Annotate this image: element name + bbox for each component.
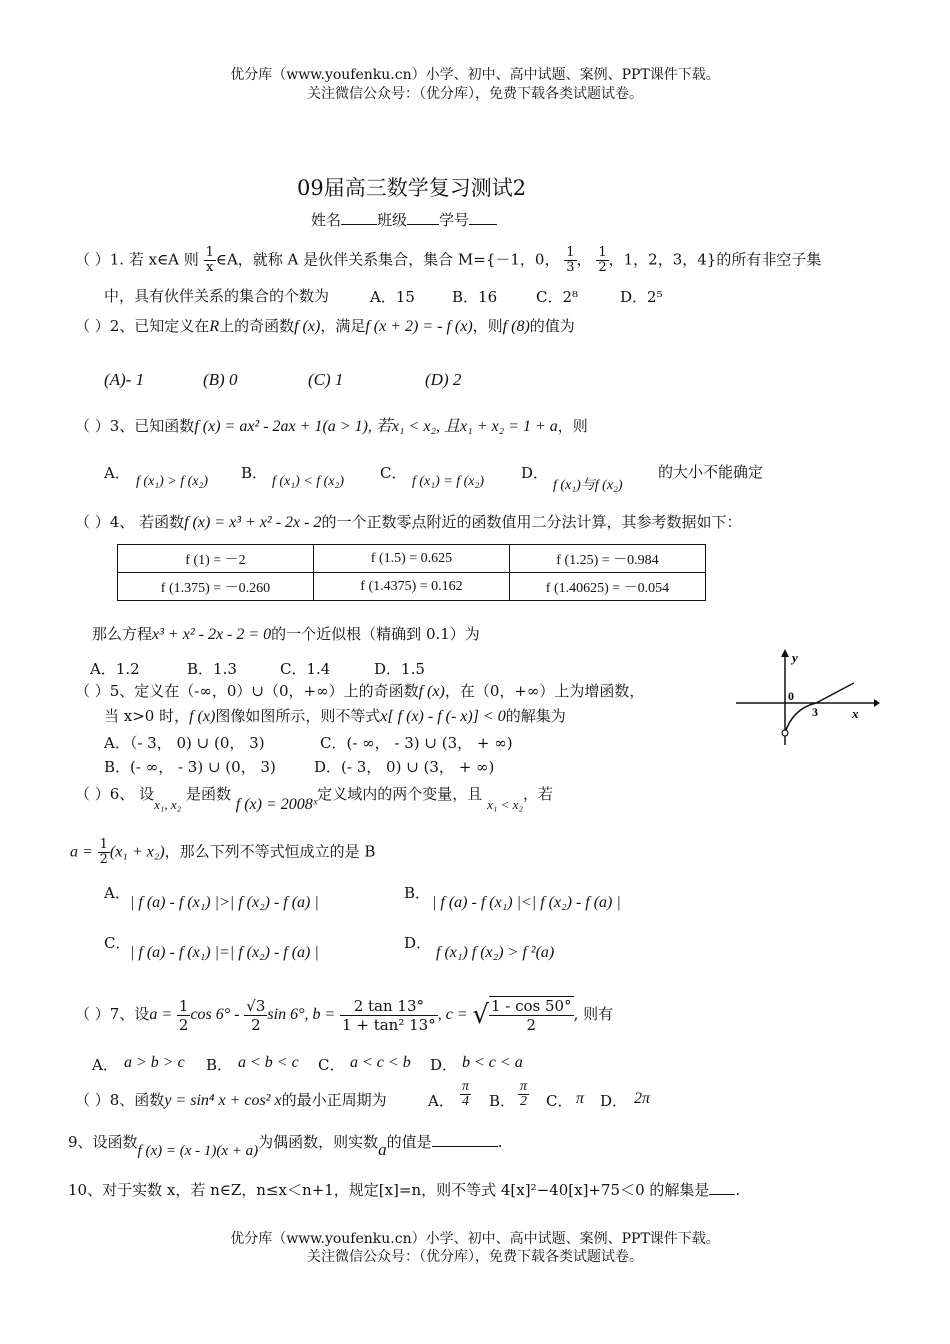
q2-option-b[interactable]: (B) 0: [203, 370, 238, 389]
table-cell: f (1.25) = －0.984: [510, 545, 706, 573]
q2-option-d[interactable]: (D) 2: [425, 370, 462, 389]
q1-frac-1-3: $\frac{1}{3}$: [566, 245, 575, 275]
table-row: [118, 573, 706, 601]
q5-line-2: 当 x>0 时，f (x)图像如图所示，则不等式x[ f (x) - f (- x)] < 0的解集为: [104, 707, 566, 725]
number-label: 学号: [439, 211, 470, 229]
q4-data-table: [117, 544, 706, 601]
header-line-1: 优分库（www.youfenku.cn）小学、初中、高中试题、案例、PPT课件下载。: [230, 67, 720, 83]
q5-function-graph: [730, 645, 880, 750]
class-blank[interactable]: [407, 210, 439, 225]
q3-label-b: B．: [241, 464, 268, 482]
q3-option-c[interactable]: f (x₁) = f (x₂): [412, 474, 485, 489]
q7-option-a[interactable]: a > b > c: [124, 1054, 185, 1071]
q8-label-c: C．: [546, 1092, 573, 1110]
footer-line-1: 优分库（www.youfenku.cn）小学、初中、高中试题、案例、PPT课件下载。: [230, 1231, 720, 1247]
number-blank[interactable]: [469, 210, 497, 225]
q4-option-c[interactable]: C．1.4: [280, 660, 331, 678]
name-label: 姓名: [311, 211, 342, 229]
q8-label-a: A．: [428, 1092, 454, 1110]
q2-option-c[interactable]: (C) 1: [308, 370, 344, 389]
question-3: （ ）3、已知函数f (x) = ax² - 2ax + 1(a > 1), 若x₁ < x₂, 且x₁ + x₂ = 1 + a，则: [75, 417, 588, 435]
q6-frac-half: $\frac{1}{2}$: [99, 837, 108, 867]
origin-label: 0: [788, 689, 794, 703]
open-endpoint-icon: [782, 730, 788, 736]
question-10: 10、对于实数 x，若 n∈Z，n≤x＜n+1，规定[x]=n，则不等式 4[x]²−40[x]+75＜0 的解集是 .: [68, 1181, 741, 1199]
q7-frac-c: $\frac{1 - \cos 50^\circ}{2}$: [490, 997, 572, 1034]
q7-frac-half: $\frac{1}{2}$: [178, 996, 189, 1034]
q6-option-b[interactable]: | f (a) - f (x₁) |<| f (x₂) - f (a) |: [432, 894, 621, 911]
q4-option-a[interactable]: A．1.2: [90, 660, 140, 678]
q7-label-d: D．: [430, 1056, 458, 1074]
table-cell: f (1.5) = 0.625: [314, 545, 510, 573]
q10-answer-blank[interactable]: [709, 1180, 735, 1195]
question-4: （ ）4、 若函数f (x) = x³ + x² - 2x - 2的一个正数零点附近的函数值用二分法计算，其参考数据如下：: [75, 513, 742, 531]
question-8: （ ）8、函数y = sin⁴ x + cos² x的最小正周期为: [75, 1091, 387, 1109]
table-row: [118, 545, 706, 573]
page-title: 09届高三数学复习测试2: [297, 176, 527, 200]
q8-option-a[interactable]: $\frac{\pi}{4}$: [462, 1079, 470, 1109]
sqrt-icon: √: [472, 1000, 489, 1030]
table-cell: f (1.375) = －0.260: [118, 573, 314, 601]
q7-label-c: C．: [318, 1056, 345, 1074]
table-cell: f (1.4375) = 0.162: [314, 573, 510, 601]
q1-option-a[interactable]: A．15: [370, 288, 415, 306]
q1-text-a: （ ）1. 若 x∈A 则: [75, 250, 199, 269]
q3-label-a: A．: [104, 464, 130, 482]
q7-option-b[interactable]: a < b < c: [238, 1054, 299, 1071]
q4-line-2: 那么方程x³ + x² - 2x - 2 = 0的一个近似根（精确到 0.1）为: [92, 625, 480, 643]
question-7: （ ）7、设a = $\frac{1}{2}$ cos 6° - $\frac{√3}{2}$ sin 6°, b = $\frac{2 \tan 13^\circ}{\text{1 + tan² 13°}}$ , c = √ $\frac{1 - \cos 50^\circ}{2}$ , 则有: [75, 996, 614, 1034]
q6-label-c: C．: [104, 934, 131, 952]
q8-option-d[interactable]: 2π: [634, 1090, 651, 1107]
q8-option-b[interactable]: $\frac{\pi}{2}$: [520, 1079, 528, 1109]
table-cell: f (1) = －2: [118, 545, 314, 573]
q6-label-a: A．: [104, 884, 130, 902]
q1-line-2: 中，具有伙伴关系的集合的个数为: [104, 287, 330, 305]
q3-label-c: C．: [380, 464, 407, 482]
q7-frac-b: $\frac{2 \tan 13^\circ}{\text{1 + tan² 13°}}$: [342, 996, 436, 1034]
student-info: [311, 210, 497, 230]
q7-label-a: A．: [92, 1056, 118, 1074]
q5-option-b[interactable]: B．(- ∞， - 3) ∪ (0， 3): [104, 758, 276, 776]
q5-option-a[interactable]: A．（- 3， 0) ∪ (0， 3): [104, 734, 265, 752]
q8-label-d: D．: [600, 1092, 628, 1110]
q2-option-a[interactable]: (A)- 1: [104, 370, 145, 389]
x-axis-arrow-icon: [874, 699, 880, 707]
q7-frac-sqrt3: $\frac{√3}{2}$: [246, 996, 266, 1034]
q6-line-2: a = $\frac{1}{2}$ (x₁ + x₂)，那么下列不等式恒成立的是 B: [70, 837, 376, 867]
q1-text-b: ∈A，就称 A 是伙伴关系集合，集合 M={－1，0，: [215, 250, 560, 269]
q9-answer-blank[interactable]: [432, 1132, 498, 1147]
root-label: 3: [812, 705, 818, 719]
q5-option-d[interactable]: D．(- 3， 0) ∪ (3， + ∞): [314, 758, 495, 776]
q7-option-d[interactable]: b < c < a: [462, 1054, 523, 1071]
header-line-2: 关注微信公众号：（优分库），免费下载各类试题试卷。: [307, 86, 643, 102]
q1-frac-1-2: $\frac{1}{2}$: [598, 245, 607, 275]
question-5: （ ）5、定义在（-∞，0）∪（0，+∞）上的奇函数f (x)，在（0，+∞）上为增函数，: [75, 682, 645, 700]
q5-option-c[interactable]: C．(- ∞， - 3) ∪ (3， + ∞): [320, 734, 513, 752]
q6-option-c[interactable]: | f (a) - f (x₁) |=| f (x₂) - f (a) |: [130, 944, 319, 961]
question-6: （ ）6、 设x₁, x₂ 是函数 f (x) = 2008ˣ定义域内的两个变量，且 x₁ < x₂，若: [75, 785, 553, 813]
table-cell: f (1.40625) = －0.054: [510, 573, 706, 601]
q6-label-b: B．: [404, 884, 431, 902]
x-label: x: [852, 706, 859, 721]
q7-option-c[interactable]: a < c < b: [350, 1054, 411, 1071]
graph-curve: [785, 683, 854, 733]
q8-label-b: B．: [489, 1092, 516, 1110]
q4-option-b[interactable]: B．1.3: [187, 660, 237, 678]
footer-line-2: 关注微信公众号：（优分库），免费下载各类试题试卷。: [307, 1249, 643, 1265]
question-1: （ ）1. 若 x∈A 则 $\frac{1}{x}$ ∈A，就称 A 是伙伴关系集合，集合 M={－1，0， $\frac{1}{3}$ ， $\frac{1}{2}$ ，1，2，3，4}的所有非空子集: [75, 245, 822, 275]
q1-text-c: ，1，2，3，4}的所有非空子集: [608, 250, 822, 269]
q3-tail: 的大小不能确定: [658, 463, 764, 481]
q7-label-b: B．: [206, 1056, 233, 1074]
q1-frac-1-over-x: $\frac{1}{x}$: [205, 245, 214, 275]
q3-option-a[interactable]: f (x₁) > f (x₂): [136, 474, 209, 489]
q3-option-b[interactable]: f (x₁) < f (x₂): [272, 474, 345, 489]
question-9: 9、设函数f (x) = (x - 1)(x + a)为偶函数，则实数a的值是 .: [68, 1133, 503, 1159]
question-2: （ ）2、已知定义在R上的奇函数f (x)，满足f (x + 2) = - f (x)，则f (8)的值为: [75, 317, 575, 335]
y-label: y: [792, 650, 798, 665]
name-blank[interactable]: [341, 210, 377, 225]
q4-option-d[interactable]: D．1.5: [374, 660, 425, 678]
q3-label-d: D．: [521, 464, 549, 482]
y-axis-arrow-icon: [781, 649, 789, 657]
q6-option-d[interactable]: f (x₁) f (x₂) > f ²(a): [436, 944, 555, 961]
class-label: 班级: [377, 211, 408, 229]
q1-option-c[interactable]: C．2⁸: [536, 288, 579, 306]
q8-option-c[interactable]: π: [576, 1090, 585, 1107]
q6-option-a[interactable]: | f (a) - f (x₁) |>| f (x₂) - f (a) |: [130, 894, 319, 911]
q6-label-d: D．: [404, 934, 432, 952]
q1-option-d[interactable]: D．2⁵: [620, 288, 663, 306]
q1-option-b[interactable]: B．16: [452, 288, 498, 306]
q3-option-d[interactable]: f (x₁)与f (x₂): [553, 478, 623, 493]
